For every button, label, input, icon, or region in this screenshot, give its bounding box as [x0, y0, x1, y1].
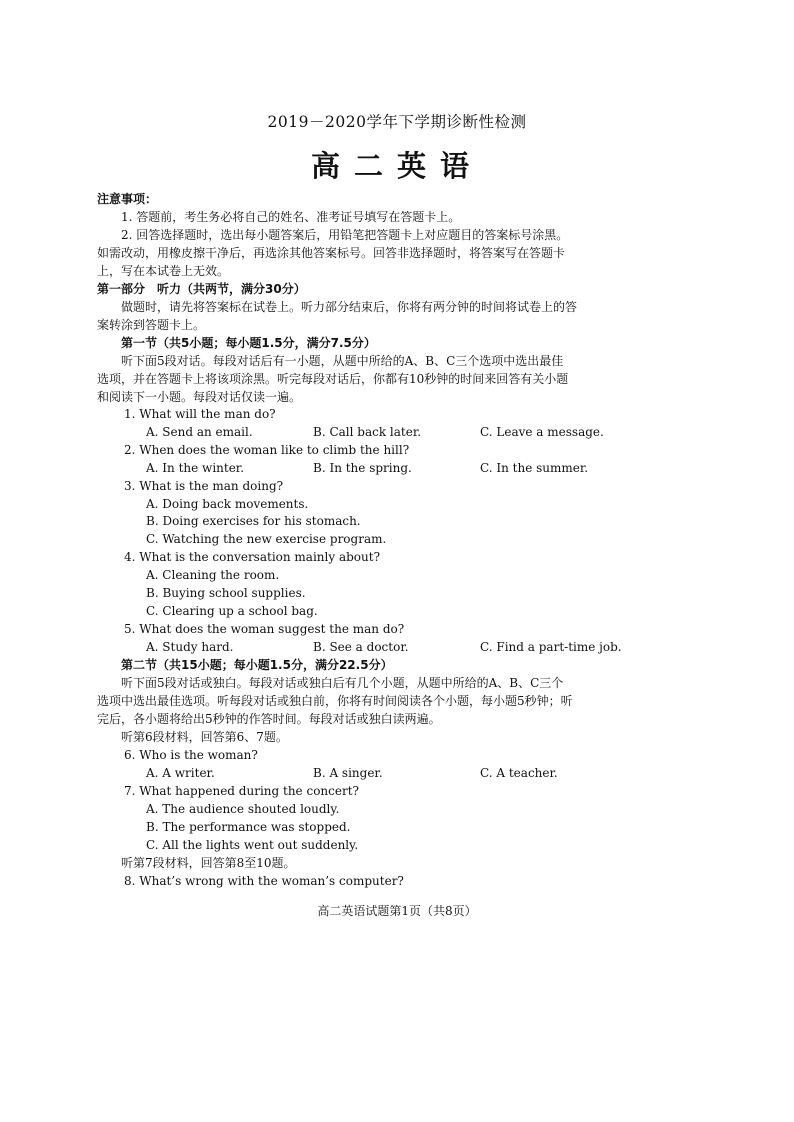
question-4-stem: 4. What is the conversation mainly about?: [124, 550, 381, 564]
question-5-stem: 5. What does the woman suggest the man do?: [124, 622, 405, 636]
section1-intro-line-1: 听下面5段对话。每段对话后有一小题，从题中所给的A、B、C三个选项中选出最佳: [121, 354, 564, 368]
section1-heading: 第一节（共5小题；每小题1.5分，满分7.5分）: [121, 336, 376, 350]
section2-intro-line-3: 完后，各小题将给出5秒钟的作答时间。每段对话或独白读两遍。: [97, 712, 441, 726]
page-footer: 高二英语试题第1页（共8页）: [317, 904, 477, 918]
question-5-option-c: C. Find a part-time job.: [480, 640, 622, 654]
notice-item-2-line-1: 2. 回答选择题时，选出每小题答案后，用铅笔把答题卡上对应题目的答案标号涂黑。: [121, 228, 569, 242]
question-2-stem: 2. When does the woman like to climb the hill?: [124, 443, 410, 457]
notice-item-1: 1. 答题前，考生务必将自己的姓名、准考证号填写在答题卡上。: [121, 210, 461, 224]
question-2-option-b: B. In the spring.: [313, 461, 412, 475]
section2-intro-line-1: 听下面5段对话或独白。每段对话或独白后有几个小题，从题中所给的A、B、C三个: [121, 676, 564, 690]
question-4-option-b: B. Buying school supplies.: [146, 586, 306, 600]
question-4-option-a: A. Cleaning the room.: [146, 568, 280, 582]
question-6-option-c: C. A teacher.: [480, 766, 558, 780]
question-1-stem: 1. What will the man do?: [124, 407, 276, 421]
question-6-option-b: B. A singer.: [313, 766, 383, 780]
question-5-option-a: A. Study hard.: [146, 640, 234, 654]
question-1-option-a: A. Send an email.: [146, 425, 253, 439]
question-6-stem: 6. Who is the woman?: [124, 748, 258, 762]
notice-item-2-line-2: 如需改动，用橡皮擦干净后，再选涂其他答案标号。回答非选择题时，将答案写在答题卡: [97, 246, 566, 260]
part1-heading: 第一部分 听力（共两节，满分30分）: [97, 282, 306, 296]
exam-title: 高二英语: [310, 149, 483, 183]
notice-heading: 注意事项：: [97, 192, 158, 206]
question-7-stem: 7. What happened during the concert?: [124, 784, 359, 798]
material-7-instruction: 听第7段材料，回答第8至10题。: [121, 856, 296, 870]
exam-subtitle: 2019－2020学年下学期诊断性检测: [267, 113, 527, 131]
material-6-instruction: 听第6段材料，回答第6、7题。: [121, 730, 288, 744]
section1-intro-line-2: 选项，并在答题卡上将该项涂黑。听完每段对话后，你都有10秒钟的时间来回答有关小题: [97, 372, 569, 386]
question-8-stem: 8. What’s wrong with the woman’s computer?: [124, 874, 404, 888]
question-3-stem: 3. What is the man doing?: [124, 479, 284, 493]
section2-heading: 第二节（共15小题；每小题1.5分，满分22.5分）: [121, 658, 393, 672]
question-4-option-c: C. Clearing up a school bag.: [146, 604, 318, 618]
question-7-option-a: A. The audience shouted loudly.: [146, 802, 340, 816]
question-6-option-a: A. A writer.: [146, 766, 215, 780]
question-2-option-a: A. In the winter.: [146, 461, 245, 475]
section1-intro-line-3: 和阅读下一小题。每段对话仅读一遍。: [97, 390, 302, 404]
part1-intro-line-1: 做题时，请先将答案标在试卷上。听力部分结束后，你将有两分钟的时间将试卷上的答: [121, 300, 578, 314]
question-3-option-c: C. Watching the new exercise program.: [146, 532, 387, 546]
question-5-option-b: B. See a doctor.: [313, 640, 409, 654]
notice-item-2-line-3: 上，写在本试卷上无效。: [97, 264, 230, 278]
question-3-option-a: A. Doing back movements.: [146, 497, 309, 511]
question-3-option-b: B. Doing exercises for his stomach.: [146, 514, 361, 528]
section2-intro-line-2: 选项中选出最佳选项。听每段对话或独白前，你将有时间阅读各个小题，每小题5秒钟；听: [97, 694, 573, 708]
question-2-option-c: C. In the summer.: [480, 461, 589, 475]
part1-intro-line-2: 案转涂到答题卡上。: [97, 318, 206, 332]
question-7-option-c: C. All the lights went out suddenly.: [146, 838, 359, 852]
question-7-option-b: B. The performance was stopped.: [146, 820, 351, 834]
question-1-option-c: C. Leave a message.: [480, 425, 604, 439]
question-1-option-b: B. Call back later.: [313, 425, 422, 439]
